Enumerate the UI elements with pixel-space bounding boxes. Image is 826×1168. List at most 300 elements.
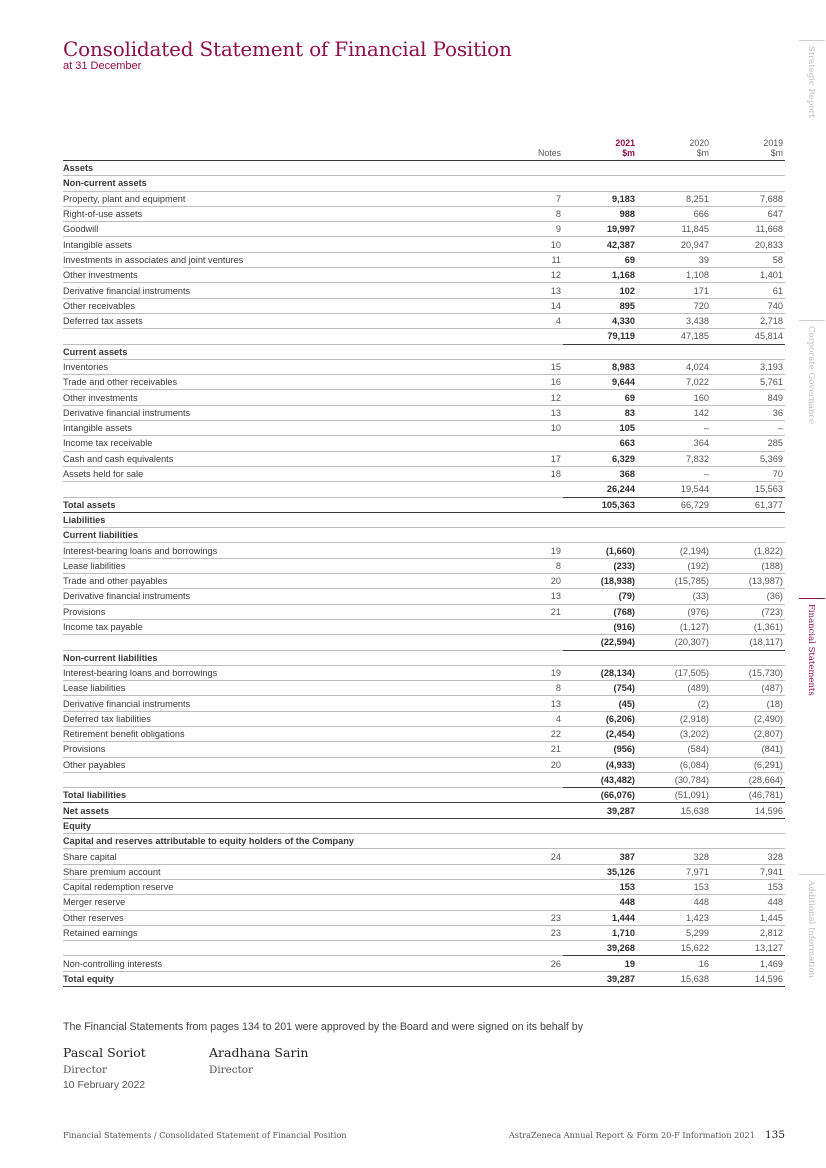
line-item-row [63,558,785,573]
section-heading: Assets [63,161,785,176]
signatory-role: Director [63,1064,107,1076]
line-item-label: Goodwill [63,222,491,237]
value-2021: (43,482) [563,772,637,787]
side-nav-label: Financial Statements [806,604,816,696]
section-heading: Equity [63,818,785,833]
value-2020: (976) [637,604,711,619]
value-2020: 4,024 [637,359,711,374]
value-2019: 2,812 [711,925,785,940]
line-item-row [63,543,785,558]
line-item-label: Cash and cash equivalents [63,451,491,466]
line-item-label: Non-controlling interests [63,956,491,971]
line-item-label: Lease liabilities [63,681,491,696]
value-2019: 70 [711,466,785,481]
value-2020: (30,784) [637,772,711,787]
side-nav-divider [799,874,825,875]
value-2020: 39 [637,252,711,267]
note-ref: 23 [491,925,563,940]
note-ref: 8 [491,206,563,221]
line-item-label: Capital redemption reserve [63,879,491,894]
value-2019: 36 [711,405,785,420]
value-2019: (2,807) [711,726,785,741]
value-2021: (956) [563,742,637,757]
total-row [63,803,785,818]
line-item-label: Total assets [63,497,491,512]
line-item-row [63,604,785,619]
line-item-label: Share capital [63,849,491,864]
note-ref [491,482,563,497]
value-2020: (33) [637,589,711,604]
value-2020: – [637,466,711,481]
line-item-row [63,237,785,252]
value-2019: 7,941 [711,864,785,879]
value-2021: (916) [563,619,637,634]
value-2020: 16 [637,956,711,971]
section-heading: Non-current assets [63,176,785,191]
note-ref: 21 [491,604,563,619]
value-2019: (487) [711,681,785,696]
value-2021: 102 [563,283,637,298]
line-item-row [63,681,785,696]
section-heading: Non-current liabilities [63,650,785,665]
value-2020: 47,185 [637,329,711,344]
line-item-row [63,619,785,634]
value-2021: (22,594) [563,635,637,650]
line-item-row [63,726,785,741]
value-2019: 13,127 [711,941,785,956]
value-2020: (192) [637,558,711,573]
note-ref: 7 [491,191,563,206]
line-item-row [63,191,785,206]
value-2020: 7,022 [637,375,711,390]
line-item-label: Retirement benefit obligations [63,726,491,741]
note-ref: 16 [491,375,563,390]
line-item-label: Inventories [63,359,491,374]
section-heading-row [63,176,785,191]
header-2019: 2019 $m [711,138,785,161]
value-2020: 15,638 [637,803,711,818]
line-item-label: Income tax payable [63,619,491,634]
note-ref: 8 [491,558,563,573]
note-ref: 4 [491,313,563,328]
note-ref: 21 [491,742,563,757]
value-2020: (2,918) [637,711,711,726]
value-2021: 663 [563,436,637,451]
line-item-row [63,757,785,772]
subtotal-row [63,772,785,787]
line-item-label: Provisions [63,742,491,757]
table-body [63,161,785,987]
header-label-cell [63,138,491,161]
value-2021: (45) [563,696,637,711]
side-nav-divider [799,320,825,321]
value-2021: 35,126 [563,864,637,879]
section-heading-row [63,834,785,849]
note-ref: 9 [491,222,563,237]
value-2019: 3,193 [711,359,785,374]
value-2019: 11,668 [711,222,785,237]
section-heading: Current liabilities [63,528,785,543]
note-ref: 17 [491,451,563,466]
value-2020: – [637,421,711,436]
value-2019: (1,361) [711,619,785,634]
note-ref [491,803,563,818]
footer-breadcrumb: Financial Statements / Consolidated Statement of Financial Position [63,1130,347,1140]
value-2019: 448 [711,895,785,910]
section-heading: Current assets [63,344,785,359]
value-2021: 988 [563,206,637,221]
value-2020: 171 [637,283,711,298]
line-item-row [63,895,785,910]
header-2021: 2021 $m [563,138,637,161]
table-header-row [63,138,785,161]
side-nav-label: Corporate Governance [806,326,816,425]
line-item-row [63,849,785,864]
section-heading-row [63,512,785,527]
note-ref: 18 [491,466,563,481]
note-ref: 13 [491,696,563,711]
value-2021: 39,287 [563,971,637,986]
line-item-label: Right-of-use assets [63,206,491,221]
signatory-role: Director [209,1064,253,1076]
value-2019: 740 [711,298,785,313]
value-2020: 364 [637,436,711,451]
page-subtitle: at 31 December [63,60,142,72]
value-2020: (3,202) [637,726,711,741]
line-item-label: Property, plant and equipment [63,191,491,206]
value-2019: 14,596 [711,971,785,986]
value-2020: 66,729 [637,497,711,512]
note-ref: 20 [491,757,563,772]
note-ref [491,497,563,512]
value-2021: 69 [563,390,637,405]
line-item-row [63,696,785,711]
line-item-row [63,466,785,481]
line-item-label: Assets held for sale [63,466,491,481]
value-2020: 15,638 [637,971,711,986]
value-2021: 1,444 [563,910,637,925]
value-2020: (489) [637,681,711,696]
note-ref: 23 [491,910,563,925]
subtotal-row [63,482,785,497]
value-2021: 39,287 [563,803,637,818]
value-2020: (2) [637,696,711,711]
value-2020: (51,091) [637,788,711,803]
value-2021: (79) [563,589,637,604]
value-2019: 45,814 [711,329,785,344]
note-ref: 11 [491,252,563,267]
line-item-label: Derivative financial instruments [63,589,491,604]
value-2020: 20,947 [637,237,711,252]
value-2020: 1,423 [637,910,711,925]
line-item-label: Deferred tax liabilities [63,711,491,726]
line-item-row [63,451,785,466]
value-2019: (28,664) [711,772,785,787]
line-item-row [63,375,785,390]
value-2019: (2,490) [711,711,785,726]
total-row [63,971,785,986]
line-item-row [63,222,785,237]
page-title: Consolidated Statement of Financial Position [63,37,512,61]
line-item-label: Interest-bearing loans and borrowings [63,543,491,558]
total-row [63,788,785,803]
value-2020: 153 [637,879,711,894]
value-2019: (46,781) [711,788,785,803]
value-2021: (28,134) [563,665,637,680]
subtotal-row [63,635,785,650]
note-ref [491,879,563,894]
value-2019: 15,563 [711,482,785,497]
note-ref: 10 [491,237,563,252]
line-item-label: Merger reserve [63,895,491,910]
line-item-row [63,359,785,374]
line-item-label: Intangible assets [63,237,491,252]
line-item-row [63,268,785,283]
value-2021: 387 [563,849,637,864]
section-heading: Liabilities [63,512,785,527]
note-ref [491,895,563,910]
value-2021: 26,244 [563,482,637,497]
value-2020: 11,845 [637,222,711,237]
line-item-row [63,665,785,680]
publication-title: AstraZeneca Annual Report & Form 20-F Information 2021 [508,1130,755,1140]
line-item-label [63,772,491,787]
value-2021: (754) [563,681,637,696]
value-2019: (18,117) [711,635,785,650]
note-ref [491,635,563,650]
financial-position-table [63,138,785,987]
value-2019: 1,401 [711,268,785,283]
value-2021: 9,183 [563,191,637,206]
line-item-label: Interest-bearing loans and borrowings [63,665,491,680]
value-2020: (6,084) [637,757,711,772]
line-item-row [63,574,785,589]
value-2019: (36) [711,589,785,604]
note-ref: 12 [491,268,563,283]
subtotal-row [63,941,785,956]
line-item-label: Total liabilities [63,788,491,803]
value-2021: 895 [563,298,637,313]
value-2019: 5,369 [711,451,785,466]
signatory-name: Pascal Soriot [63,1045,146,1060]
side-nav-divider [799,598,825,599]
line-item-label: Other investments [63,268,491,283]
note-ref: 12 [491,390,563,405]
note-ref: 19 [491,665,563,680]
line-item-label: Deferred tax assets [63,313,491,328]
note-ref: 8 [491,681,563,696]
section-heading-row [63,528,785,543]
value-2021: 368 [563,466,637,481]
section-heading-row [63,818,785,833]
line-item-row [63,864,785,879]
line-item-row [63,589,785,604]
line-item-row [63,711,785,726]
value-2019: 328 [711,849,785,864]
line-item-row [63,421,785,436]
line-item-label: Derivative financial instruments [63,405,491,420]
note-ref [491,971,563,986]
value-2021: (1,660) [563,543,637,558]
value-2021: (4,933) [563,757,637,772]
line-item-label: Income tax receivable [63,436,491,451]
value-2021: (2,454) [563,726,637,741]
line-item-label: Share premium account [63,864,491,879]
value-2021: (233) [563,558,637,573]
line-item-label: Other receivables [63,298,491,313]
value-2021: 42,387 [563,237,637,252]
value-2020: 3,438 [637,313,711,328]
section-heading: Capital and reserves attributable to equity holders of the Company [63,834,785,849]
footer-publication [509,1129,785,1141]
line-item-label: Derivative financial instruments [63,696,491,711]
value-2019: 285 [711,436,785,451]
note-ref [491,619,563,634]
total-row [63,497,785,512]
line-item-label [63,635,491,650]
value-2021: 9,644 [563,375,637,390]
note-ref: 13 [491,589,563,604]
line-item-label: Total equity [63,971,491,986]
value-2021: 1,710 [563,925,637,940]
value-2019: 647 [711,206,785,221]
value-2021: 105 [563,421,637,436]
page-number: 135 [764,1129,785,1141]
value-2021: 448 [563,895,637,910]
side-nav-label: Strategic Report [806,46,816,118]
value-2019: (188) [711,558,785,573]
value-2020: (1,127) [637,619,711,634]
note-ref: 4 [491,711,563,726]
line-item-label: Investments in associates and joint ventures [63,252,491,267]
value-2019: – [711,421,785,436]
note-ref: 13 [491,405,563,420]
value-2021: 6,329 [563,451,637,466]
value-2019: 20,833 [711,237,785,252]
note-ref: 22 [491,726,563,741]
section-heading-row [63,650,785,665]
value-2019: (6,291) [711,757,785,772]
line-item-label: Trade and other payables [63,574,491,589]
value-2019: 849 [711,390,785,405]
line-item-label: Other payables [63,757,491,772]
value-2021: 79,119 [563,329,637,344]
value-2019: 7,688 [711,191,785,206]
value-2019: 1,445 [711,910,785,925]
value-2020: (20,307) [637,635,711,650]
signatory-1 [63,1045,146,1091]
line-item-label: Other reserves [63,910,491,925]
value-2021: (768) [563,604,637,619]
value-2019: (18) [711,696,785,711]
note-ref [491,436,563,451]
note-ref [491,864,563,879]
section-heading-row [63,344,785,359]
value-2021: (18,938) [563,574,637,589]
value-2020: 328 [637,849,711,864]
line-item-label: Provisions [63,604,491,619]
value-2019: (723) [711,604,785,619]
line-item-row [63,742,785,757]
line-item-row [63,925,785,940]
line-item-label: Other investments [63,390,491,405]
value-2020: 666 [637,206,711,221]
value-2020: 19,544 [637,482,711,497]
value-2021: 4,330 [563,313,637,328]
signatory-2 [209,1045,308,1076]
note-ref: 15 [491,359,563,374]
value-2019: 14,596 [711,803,785,818]
note-ref: 20 [491,574,563,589]
line-item-row [63,956,785,971]
value-2020: 15,622 [637,941,711,956]
value-2020: (15,785) [637,574,711,589]
value-2020: 8,251 [637,191,711,206]
approval-statement: The Financial Statements from pages 134 to 201 were approved by the Board and were signed on its behalf by [63,1021,583,1033]
line-item-row [63,298,785,313]
value-2020: 448 [637,895,711,910]
signing-date: 10 February 2022 [63,1080,146,1091]
value-2020: 1,108 [637,268,711,283]
line-item-label: Lease liabilities [63,558,491,573]
line-item-row [63,879,785,894]
value-2021: 69 [563,252,637,267]
value-2021: 19 [563,956,637,971]
line-item-label: Derivative financial instruments [63,283,491,298]
value-2020: (2,194) [637,543,711,558]
value-2019: 2,718 [711,313,785,328]
line-item-label [63,482,491,497]
value-2019: 153 [711,879,785,894]
value-2021: 105,363 [563,497,637,512]
line-item-row [63,252,785,267]
side-nav-label: Additional Information [806,880,816,978]
value-2020: (17,505) [637,665,711,680]
value-2021: 19,997 [563,222,637,237]
section-heading-row [63,161,785,176]
note-ref: 26 [491,956,563,971]
note-ref: 13 [491,283,563,298]
value-2019: (13,987) [711,574,785,589]
value-2020: 142 [637,405,711,420]
note-ref [491,941,563,956]
subtotal-row [63,329,785,344]
line-item-label: Net assets [63,803,491,818]
value-2021: 8,983 [563,359,637,374]
note-ref [491,772,563,787]
value-2020: (584) [637,742,711,757]
line-item-row [63,436,785,451]
value-2019: 61,377 [711,497,785,512]
note-ref [491,788,563,803]
note-ref: 10 [491,421,563,436]
value-2021: 39,268 [563,941,637,956]
header-notes: Notes [491,138,563,161]
value-2020: 720 [637,298,711,313]
value-2020: 160 [637,390,711,405]
line-item-row [63,405,785,420]
value-2020: 7,971 [637,864,711,879]
value-2019: 61 [711,283,785,298]
line-item-label: Trade and other receivables [63,375,491,390]
value-2019: (841) [711,742,785,757]
line-item-row [63,206,785,221]
value-2019: (15,730) [711,665,785,680]
line-item-label [63,329,491,344]
value-2019: (1,822) [711,543,785,558]
line-item-row [63,283,785,298]
line-item-row [63,910,785,925]
